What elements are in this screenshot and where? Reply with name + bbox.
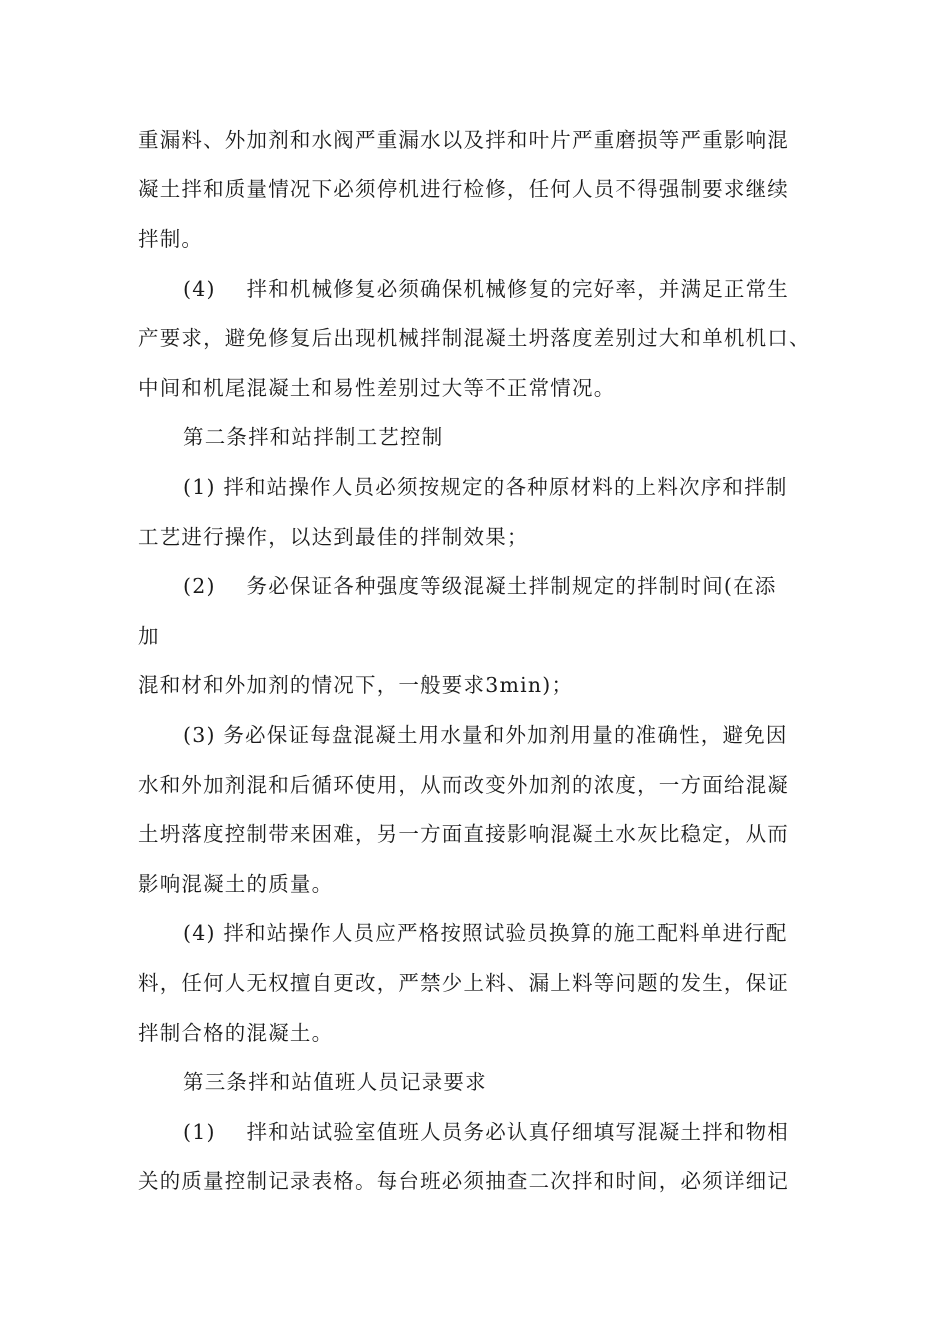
text-line: 拌制。 [138,227,204,251]
text-line: 拌制合格的混凝土。 [138,1021,334,1045]
text-line: (3) 务必保证每盘混凝土用水量和外加剂用量的准确性，避免因 [183,723,788,747]
text-line: 水和外加剂混和后循环使用，从而改变外加剂的浓度，一方面给混凝 [138,773,789,797]
text-line: 工艺进行操作，以达到最佳的拌制效果； [138,525,529,549]
text-line: 关的质量控制记录表格。每台班必须抽查二次拌和时间，必须详细记 [138,1169,789,1193]
text-line: (2) 务必保证各种强度等级混凝土拌制规定的拌制时间(在添 [183,574,777,598]
text-line: 中间和机尾混凝土和易性差别过大等不正常情况。 [138,376,616,400]
text-line: (1) 拌和站操作人员必须按规定的各种原材料的上料次序和拌制 [183,475,788,499]
text-line: (4) 拌和站操作人员应严格按照试验员换算的施工配料单进行配 [183,921,788,945]
text-line: 土坍落度控制带来困难，另一方面直接影响混凝土水灰比稳定，从而 [138,822,789,846]
text-line: 加 [138,624,160,648]
text-line: (4) 拌和机械修复必须确保机械修复的完好率，并满足正常生 [183,277,790,301]
text-line: (1) 拌和站试验室值班人员务必认真仔细填写混凝土拌和物相 [183,1120,790,1144]
text-line: 凝土拌和质量情况下必须停机进行检修，任何人员不得强制要求继续 [138,177,789,201]
text-line: 产要求，避免修复后出现机械拌制混凝土坍落度差别过大和单机机口、 [138,326,811,350]
text-line: 料，任何人无权擅自更改，严禁少上料、漏上料等问题的发生，保证 [138,971,789,995]
section-heading: 第二条拌和站拌制工艺控制 [183,425,444,449]
text-line: 重漏料、外加剂和水阀严重漏水以及拌和叶片严重磨损等严重影响混 [138,128,789,152]
text-line: 混和材和外加剂的情况下，一般要求3min)； [138,673,574,697]
section-heading: 第三条拌和站值班人员记录要求 [183,1070,487,1094]
text-line: 影响混凝土的质量。 [138,872,334,896]
